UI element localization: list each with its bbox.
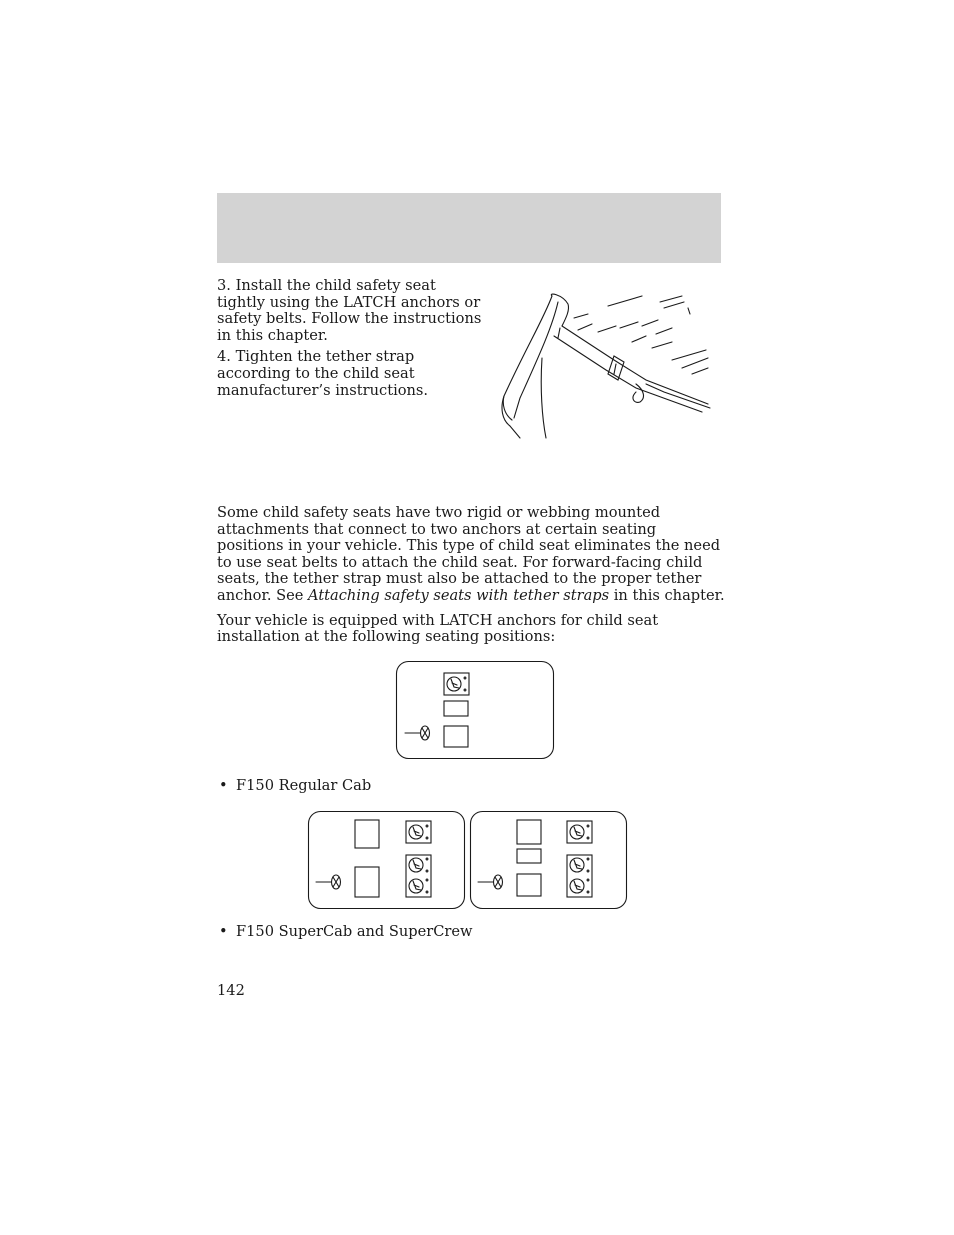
vehicle-outline — [397, 662, 554, 759]
child-seat-icon — [444, 673, 469, 695]
vehicle-outline — [471, 812, 627, 909]
driver-seat — [517, 874, 541, 896]
page-number: 142 — [217, 982, 245, 999]
caption-regular-cab-text: F150 Regular Cab — [236, 777, 372, 794]
installation-steps — [217, 278, 482, 404]
child-seat-icon — [567, 821, 592, 843]
center-seat — [444, 701, 468, 716]
supercrew-seating-diagram — [470, 811, 628, 909]
step-4: 4. Tighten the tether strap according to the child seat manufacturer’s instructions. — [217, 348, 429, 399]
driver-seat — [355, 867, 379, 897]
latch-description — [217, 505, 727, 654]
latch-intro-paragraph — [217, 505, 727, 605]
step-3: 3. Install the child safety seat tightly using the LATCH anchors or safety belts. Follow the instructions in this chapter. — [217, 277, 482, 344]
section-header-band — [217, 193, 721, 263]
equipped-paragraph: Your vehicle is equipped with LATCH anchors for child seat installation at the following seating positions: — [217, 611, 659, 646]
center-seat — [517, 849, 541, 863]
vehicle-outline — [309, 812, 465, 909]
driver-seat — [444, 726, 468, 747]
passenger-seat — [517, 820, 541, 844]
caption-supercab-text: F150 SuperCab and SuperCrew — [236, 923, 473, 940]
tether-strap-illustration — [496, 288, 712, 444]
child-seat-icon — [406, 821, 431, 843]
caption-supercab — [219, 924, 473, 940]
latch-intro-text-end: in this chapter. — [609, 586, 725, 604]
supercab-seating-diagram — [308, 811, 466, 909]
bullet: • — [219, 923, 228, 940]
passenger-seat — [355, 820, 379, 848]
latch-intro-text: Some child safety seats have two rigid or webbing mounted attachments that connect to two anchors at certain seating positions in your vehicle. This type of child seat eliminates the need to use seat belts to attach the child seat. For forward-facing child seats, the tether strap must also be attached to the proper tether anchor. See — [217, 504, 721, 604]
child-seat-icon-double — [406, 855, 431, 897]
child-seat-icon-double — [567, 855, 592, 897]
bullet: • — [219, 777, 228, 794]
caption-regular-cab — [219, 778, 371, 794]
attaching-safety-seats-reference: Attaching safety seats with tether straps — [308, 586, 610, 604]
regular-cab-seating-diagram — [396, 661, 554, 759]
